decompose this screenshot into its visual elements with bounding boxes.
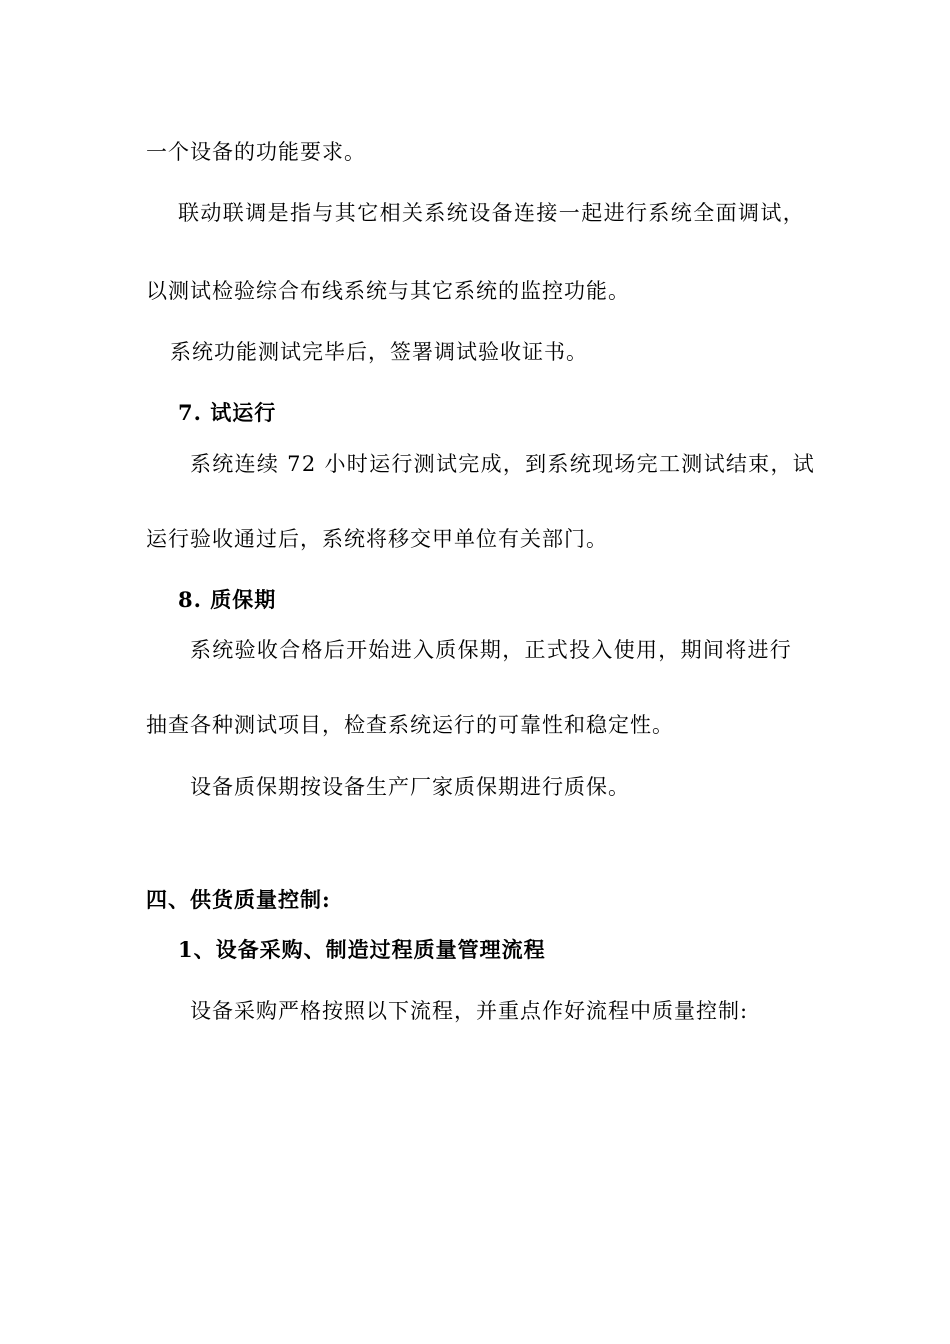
section-heading-procurement-process: 1、设备采购、制造过程质量管理流程 xyxy=(178,937,546,962)
paragraph-line: 运行验收通过后，系统将移交甲单位有关部门。 xyxy=(146,527,608,551)
section-heading-trial-run: 7. 试运行 xyxy=(178,400,277,425)
paragraph-line: 设备质保期按设备生产厂家质保期进行质保。 xyxy=(190,775,630,799)
paragraph-line: 抽查各种测试项目，检查系统运行的可靠性和稳定性。 xyxy=(146,713,674,737)
paragraph-line: 以测试检验综合布线系统与其它系统的监控功能。 xyxy=(146,279,630,303)
paragraph-line: 系统连续 72 小时运行测试完成，到系统现场完工测试结束，试 xyxy=(190,452,816,476)
paragraph-line: 一个设备的功能要求。 xyxy=(146,140,366,164)
paragraph-line: 联动联调是指与其它相关系统设备连接一起进行系统全面调试， xyxy=(178,201,806,225)
section-heading-warranty: 8. 质保期 xyxy=(178,587,277,612)
paragraph-line: 系统功能测试完毕后，签署调试验收证书。 xyxy=(170,340,588,364)
chapter-heading-supply-quality: 四、供货质量控制: xyxy=(146,887,331,912)
paragraph-line: 设备采购严格按照以下流程，并重点作好流程中质量控制: xyxy=(190,999,749,1023)
paragraph-line: 系统验收合格后开始进入质保期，正式投入使用，期间将进行 xyxy=(190,638,793,662)
